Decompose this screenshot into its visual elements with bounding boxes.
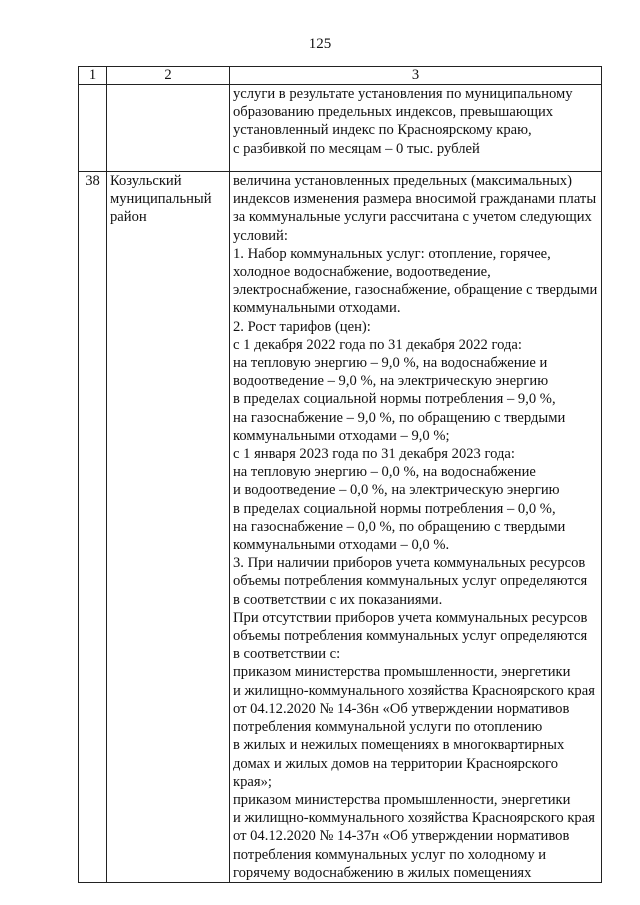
district-name-line: Козульский [110,173,182,189]
text-line: за коммунальные услуги рассчитана с учетом следующих [233,209,592,226]
header-cell-3: 3 [230,67,602,85]
text-line: холодное водоснабжение, водоотведение, [233,264,491,281]
text-line: условий: [233,227,288,244]
text-line: услуги в результате установления по муниципальному [233,86,573,102]
header-cell-2: 2 [107,67,230,85]
text-line: величина установленных предельных (максимальных) [233,173,572,189]
text-line: водоотведение – 9,0 %, на электрическую энергию [233,373,549,390]
table-row [79,172,602,883]
text-line: горячему водоснабжению в жилых помещениях [233,864,532,881]
text-line: на газоснабжение – 0,0 %, по обращению с твердыми [233,518,566,535]
text-line: 2. Рост тарифов (цен): [233,318,371,335]
text-line: от 04.12.2020 № 14-36н «Об утверждении нормативов [233,700,570,717]
text-line: в соответствии с их показаниями. [233,591,443,608]
text-line: домах и жилых домов на территории Красноярского [233,755,559,772]
text-line: в пределах социальной нормы потребления – 0,0 %, [233,500,556,517]
document-table [78,66,602,883]
table-header-row [79,67,602,85]
text-line: установленный индекс по Красноярскому краю, [233,122,532,139]
text-line: объемы потребления коммунальных услуг определяются [233,573,588,590]
text-line: 1. Набор коммунальных услуг: отопление, горячее, [233,245,551,262]
text-line: и жилищно-коммунального хозяйства Красноярского края [233,682,595,699]
text-line: приказом министерства промышленности, энергетики [233,791,571,808]
conditions-text-cell [230,172,602,883]
text-line: коммунальными отходами – 0,0 %. [233,537,450,554]
text-line: с разбивкой по месяцам – 0 тыс. рублей [233,140,480,157]
page-number: 125 [308,36,332,52]
text-line: потребления коммунальных услуг по холодному и [233,846,547,863]
text-line: 3. При наличии приборов учета коммунальных ресурсов [233,555,586,572]
district-name-line: муниципальный [110,191,212,208]
district-name-line: район [110,209,147,226]
header-cell-1: 1 [79,67,107,85]
text-line: потребления коммунальной услуги по отоплению [233,719,543,736]
text-line: в соответствии с: [233,646,341,663]
continuation-text-cell [230,85,602,172]
continuation-row [79,85,602,172]
text-line: коммунальными отходами. [233,300,401,317]
text-line: и жилищно-коммунального хозяйства Красноярского края [233,810,595,827]
row-number: 38 [79,172,107,883]
text-line: объемы потребления коммунальных услуг определяются [233,628,588,645]
text-line: индексов изменения размера вносимой гражданами платы [233,191,597,208]
text-line: на тепловую энергию – 0,0 %, на водоснабжение [233,464,536,481]
continuation-district-cell [107,85,230,172]
district-cell [107,172,230,883]
text-line: коммунальными отходами – 9,0 %; [233,427,450,444]
text-line: от 04.12.2020 № 14-37н «Об утверждении нормативов [233,828,570,845]
text-line: с 1 декабря 2022 года по 31 декабря 2022 года: [233,336,522,353]
text-line: и водоотведение – 0,0 %, на электрическую энергию [233,482,560,499]
text-line: на тепловую энергию – 9,0 %, на водоснабжение и [233,355,548,372]
text-line: При отсутствии приборов учета коммунальных ресурсов [233,609,588,626]
text-line: электроснабжение, газоснабжение, обращение с твердыми [233,282,598,299]
continuation-number-cell [79,85,107,172]
text-line: с 1 января 2023 года по 31 декабря 2023 года: [233,446,515,463]
text-line: на газоснабжение – 9,0 %, по обращению с твердыми [233,409,566,426]
text-line: образованию предельных индексов, превышающих [233,104,554,121]
text-line: в жилых и нежилых помещениях в многоквартирных [233,737,565,754]
text-line: края»; [233,773,272,790]
text-line: в пределах социальной нормы потребления – 9,0 %, [233,391,556,408]
text-line: приказом министерства промышленности, энергетики [233,664,571,681]
